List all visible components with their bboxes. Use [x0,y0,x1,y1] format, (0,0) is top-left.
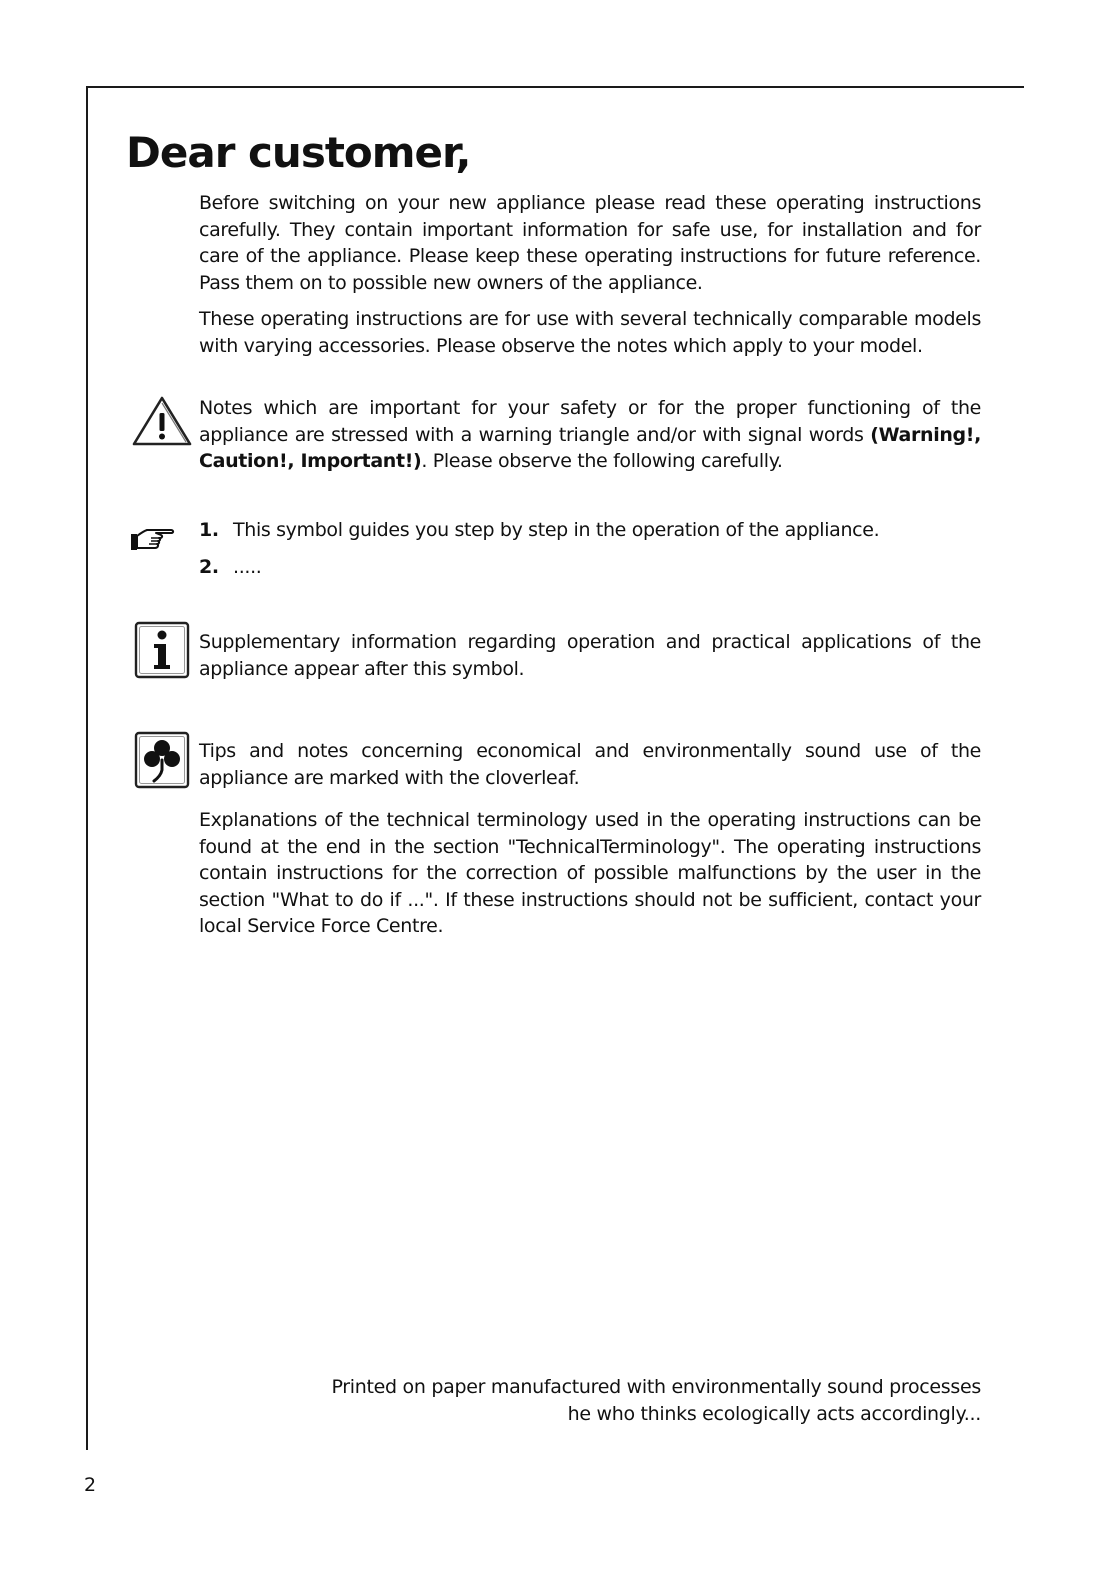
step-item-1 [199,517,981,543]
info-paragraph: Supplementary information regarding operation and practical applications of the appliance appear after this symbol. [199,631,981,680]
page-number: 2 [84,1474,97,1496]
page-title: Dear customer, [126,128,471,177]
cloverleaf-icon [133,730,191,790]
step-number-2: 2. [199,556,219,578]
footer-line-1: Printed on paper manufactured with environmentally sound processes [331,1376,981,1398]
warning-paragraph [199,395,981,475]
eco-paragraph: Tips and notes concerning economical and environmentally sound use of the appliance are marked with the cloverleaf. [199,740,981,789]
frame-top-rule [86,86,1024,88]
info-icon [133,620,191,680]
pointing-hand-icon [129,527,175,553]
intro-paragraph-1: Before switching on your new appliance please read these operating instructions carefully. They contain important information for safe use, for installation and for care of the appliance. Please keep these operating instructions for future reference. Pass them on to possible new owners of the appliance. [199,192,981,294]
intro-paragraph-2: These operating instructions are for use with several technically comparable models with varying accessories. Please observe the notes which apply to your model. [199,308,981,357]
step-text-1: This symbol guides you step by step in the operation of the appliance. [233,519,880,541]
step-text-2: ..... [233,556,262,578]
warning-triangle-icon [129,392,195,452]
signal-words: (Warning!, Caution!, Important!) [199,423,981,472]
warning-text-before: Notes which are important for your safety or for the proper functioning of the appliance are stressed with a warning triangle and/or with signal words [199,397,981,446]
footer-line-2: he who thinks ecologically acts accordingly... [567,1403,981,1425]
footer-note [331,1374,981,1428]
frame-left-rule [86,86,88,1450]
step-number-1: 1. [199,519,219,541]
warning-text-after: . Please observe the following carefully. [421,450,783,472]
step-item-2 [199,554,981,580]
terminology-paragraph: Explanations of the technical terminology used in the operating instructions can be found at the end in the section "TechnicalTerminology". The operating instructions contain instructions for the correction of possible malfunctions by the user in the section "What to do if ...". If these instructions should not be sufficient, contact your local Service Force Centre. [199,809,981,937]
